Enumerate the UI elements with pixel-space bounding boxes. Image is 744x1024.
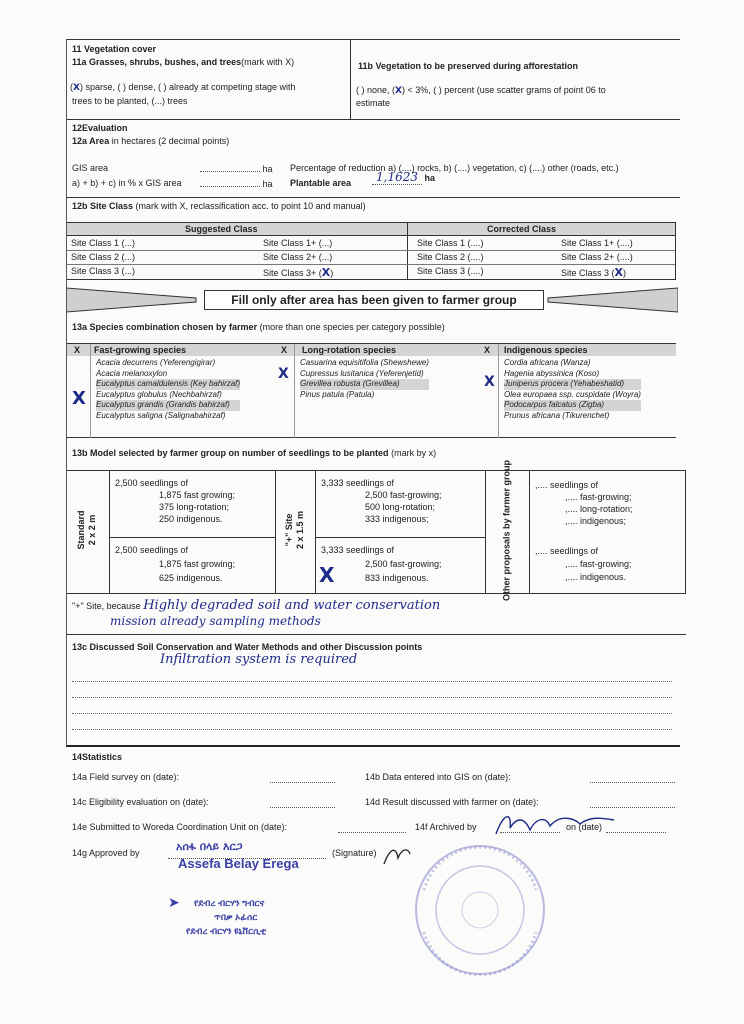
- site-class-table: [66, 222, 676, 280]
- section-11-title: 11 Vegetation cover: [72, 44, 157, 54]
- gis-entry-date-field: [590, 774, 675, 785]
- site-class-cell: Site Class 3 (....): [417, 266, 484, 276]
- field-survey-date-field: [270, 774, 335, 785]
- long-rotation-header: Long-rotation species: [302, 345, 397, 355]
- site-class-cell: Site Class 3+ (X): [263, 266, 334, 279]
- signature-label: (Signature): [332, 848, 377, 858]
- indigenous-header: Indigenous species: [504, 345, 588, 355]
- handwritten-plantable-area: 1,1623: [372, 170, 422, 185]
- rule: [66, 634, 686, 635]
- fast-growing-list: [96, 358, 240, 422]
- stamp-line: ጥበቃ ኦፊሰር: [214, 912, 258, 922]
- archived-on-label: on (date): [566, 822, 603, 832]
- section-11b-options-cont: estimate: [356, 98, 391, 108]
- indigenous-list: [504, 358, 641, 422]
- site-class-cell: Site Class 1 (...): [71, 238, 136, 248]
- section-14-title: 14Statistics: [72, 752, 123, 762]
- check-mark: X: [395, 86, 402, 96]
- list-item: Casuarina equisitifolia (Shewshewe): [300, 358, 429, 367]
- check-mark: X: [484, 374, 495, 390]
- stamp-line: የደብረ ብርሃን ግብርና: [194, 898, 265, 908]
- field-survey-date-label: 14a Field survey on (date):: [72, 772, 180, 782]
- check-mark: X: [278, 366, 289, 382]
- gis-formula-field: ha: [200, 178, 273, 189]
- section-11b-label: 11b Vegetation to be preserved during afforestation: [358, 61, 579, 71]
- standard-option-2: 2,500 seedlings of 1,875 fast growing; 625 indigenous.: [115, 545, 236, 583]
- list-item: Prunus africana (Tikurenchet): [504, 410, 610, 420]
- plantable-area-label: Plantable area: [290, 178, 352, 188]
- list-item: Pinus patula (Patula): [300, 389, 375, 399]
- section-13c-label: 13c Discussed Soil Conservation and Water Methods and other Discussion points: [72, 642, 423, 652]
- seedling-model-table: [66, 459, 686, 602]
- round-seal-icon: [410, 840, 550, 980]
- other-option-2: ,.... seedlings of ,.... fast-growing; ,.... indigenous.: [535, 546, 632, 582]
- section-11a-options: (X) sparse, ( ) dense, ( ) already at competing stage with: [70, 82, 296, 93]
- plantable-area-field: 1,1623 ha: [372, 170, 435, 184]
- check-mark: X: [73, 83, 80, 93]
- section-11a-label: 11a Grasses, shrubs, bushes, and trees(mark with X): [72, 57, 295, 67]
- other-option-1: ,.... seedlings of ,.... fast-growing; ,.... long-rotation; ,.... indigenous;: [535, 480, 633, 526]
- standard-label: Standard 2 x 2 m: [76, 510, 97, 550]
- plus-site-option-1: 3,333 seedlings of 2,500 fast-growing; 500 long-rotation; 333 indigenous;: [321, 478, 442, 524]
- discussion-lines: [72, 666, 672, 736]
- rule: [66, 39, 67, 746]
- stamp-script-line: አሰፋ በላይ እርጋ: [176, 840, 243, 853]
- reduction-label: Percentage of reduction a) (....) rocks, b) (....) vegetation, c) (....) other (roads, etc.): [290, 163, 619, 173]
- approved-by-label: 14g Approved by: [72, 848, 140, 858]
- result-discussed-date-label: 14d Result discussed with farmer on (date):: [365, 797, 539, 807]
- list-item: Eucalyptus camaldulensis (Key bahirzaf): [96, 379, 241, 389]
- discussion-answer: [160, 652, 357, 667]
- list-item: Eucalyptus grandis (Grandis bahirzaf): [96, 400, 240, 411]
- list-item: Olea europaea ssp. cuspidate (Woyra): [504, 389, 641, 399]
- submitted-date-label: 14e Submitted to Woreda Coordination Unit on (date):: [72, 822, 287, 832]
- site-class-cell: Site Class 3 (...): [71, 266, 136, 276]
- submitted-date-field: [338, 824, 406, 835]
- section-11b-options: ( ) none, (X) < 3%, ( ) percent (use scatter grams of point 06 to: [356, 85, 606, 96]
- fast-growing-header: Fast-growing species: [94, 345, 187, 355]
- rule: [66, 119, 680, 120]
- species-table: X Fast-growing species X Long-rotation species X Indigenous species Acacia decurrens (Yeferengigirar) Acacia melanoxylon Eucalyptus camaldulensis (Key bahirzaf) Eucalyptus globulus (Nechbahirzaf) Eucalyptus grandis (Grandis bahirzaf) Eucalyptus saligna (Salignabahirzaf) Casuarina equisitifolia (Shewshewe) Cupressus lusitanica (Yeferenjetid) Grevillea robusta (Grevillea) Pinus patula (Patula) Cordia africana (Wanza) Hagenia abyssinica (Koso) Juniperus procera (Yehabeshatid) Olea europaea ssp. cuspidate (Woyra) Podocarpus falcatus (Zigba) Prunus africana (Tikurenchet) X X X: [66, 343, 676, 438]
- list-item: Cordia africana (Wanza): [504, 358, 591, 367]
- rule: [66, 745, 680, 747]
- list-item: Eucalyptus saligna (Salignabahirzaf): [96, 410, 226, 420]
- site-class-cell: Site Class 1+ (...): [263, 238, 333, 248]
- plus-site-label: "+" Site 2 x 1.5 m: [284, 510, 305, 550]
- section-12b-label: 12b Site Class (mark with X, reclassification acc. to point 10 and manual): [72, 201, 366, 211]
- gis-entry-date-label: 14b Data entered into GIS on (date):: [365, 772, 511, 782]
- site-class-cell: Site Class 2 (....): [417, 252, 484, 262]
- list-item: Juniperus procera (Yehabeshatid): [504, 379, 641, 390]
- banner-text: Fill only after area has been given to farmer group: [204, 290, 544, 310]
- check-mark: X: [321, 266, 331, 279]
- list-item: Cupressus lusitanica (Yeferenjetid): [300, 368, 424, 378]
- eligibility-date-field: [270, 799, 335, 810]
- rule: [66, 197, 680, 198]
- approver-signature: [380, 842, 414, 870]
- site-class-cell: Site Class 2+ (....): [561, 252, 633, 262]
- gis-area-field: ha: [200, 163, 273, 174]
- standard-option-1: 2,500 seedlings of 1,875 fast growing; 375 long-rotation; 250 indigenous.: [115, 478, 236, 524]
- long-rotation-list: [300, 358, 429, 400]
- list-item: Eucalyptus globulus (Nechbahirzaf): [96, 389, 222, 399]
- list-item: Grevillea robusta (Grevillea): [300, 379, 429, 390]
- check-mark: X: [319, 563, 335, 587]
- handwritten-discussion: Infiltration system is required: [160, 652, 358, 667]
- site-class-cell: Site Class 2 (...): [71, 252, 136, 262]
- archived-by-signature: [490, 808, 620, 842]
- banner-strip: [66, 284, 678, 316]
- eligibility-date-label: 14c Eligibility evaluation on (date):: [72, 797, 209, 807]
- gis-area-label: GIS area: [72, 163, 109, 173]
- corrected-class-header: Corrected Class: [487, 224, 557, 234]
- list-item: Hagenia abyssinica (Koso): [504, 368, 600, 378]
- section-12a-label: 12a Area in hectares (2 decimal points): [72, 136, 230, 146]
- rule: [66, 39, 680, 40]
- section-13a-label: 13a Species combination chosen by farmer (more than one species per category possible): [72, 322, 445, 332]
- section-13b-label: 13b Model selected by farmer group on number of seedlings to be planted (mark by x): [72, 448, 437, 458]
- other-proposals-label: Other proposals by farmer group: [501, 459, 512, 602]
- list-item: Acacia melanoxylon: [96, 368, 168, 378]
- stamp-pointer-icon: ➤: [168, 894, 180, 910]
- check-mark: X: [614, 266, 624, 279]
- plus-site-reason: "+" Site, because Highly degraded soil and water conservation: [72, 598, 441, 613]
- plus-site-option-2: 3,333 seedlings of 2,500 fast-growing; 833 indigenous.: [321, 545, 442, 583]
- archived-by-label: 14f Archived by: [415, 822, 477, 832]
- check-mark: X: [72, 388, 86, 409]
- site-class-cell: Site Class 2+ (...): [263, 252, 333, 262]
- site-class-table-header: [67, 223, 675, 236]
- suggested-class-header: Suggested Class: [185, 224, 258, 234]
- handwritten-reason-1: Highly degraded soil and water conservation: [143, 598, 441, 613]
- rule: [350, 39, 351, 119]
- plus-site-reason-cont: [110, 614, 321, 628]
- site-class-cell: Site Class 1+ (....): [561, 238, 633, 248]
- stamp-name: Assefa Belay Erega: [178, 856, 299, 871]
- section-12-title: 12Evaluation: [72, 123, 128, 133]
- stamp-line: የደብረ ብርሃን ዩኒቨርሲቲ: [186, 926, 267, 936]
- list-item: Podocarpus falcatus (Zigba): [504, 400, 641, 411]
- section-11a-options-cont: trees to be planted, (...) trees: [72, 96, 188, 106]
- handwritten-reason-2: mission already sampling methods: [110, 614, 321, 628]
- gis-formula-label: a) + b) + c) in % x GIS area: [72, 178, 182, 188]
- list-item: Acacia decurrens (Yeferengigirar): [96, 358, 216, 367]
- site-class-cell: Site Class 1 (....): [417, 238, 484, 248]
- site-class-cell: Site Class 3 (X): [561, 266, 627, 279]
